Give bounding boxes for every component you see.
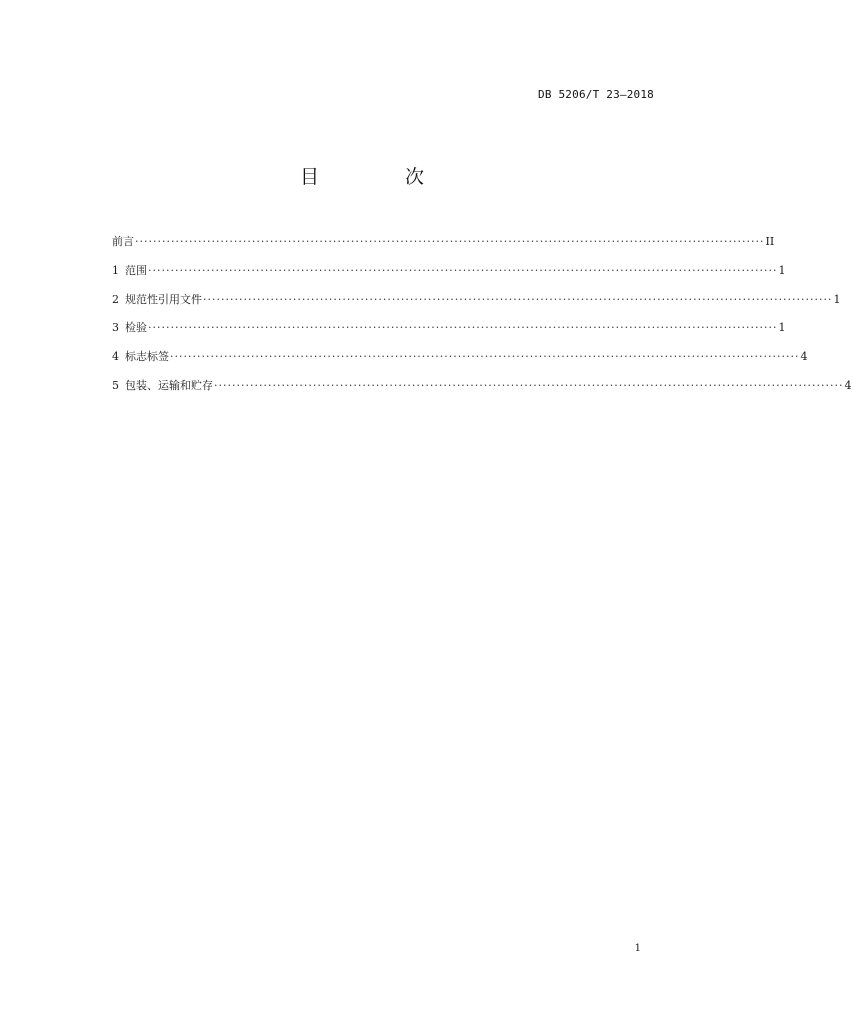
toc-entry-label — [112, 348, 169, 366]
toc-entry-scope[interactable] — [112, 262, 786, 291]
toc-entry-label — [112, 233, 134, 251]
document-code: DB 5206/T 23—2018 — [538, 88, 654, 101]
toc-entry-packaging-transport-storage[interactable] — [112, 377, 852, 406]
toc-leader-dots: ············································································································································ — [214, 378, 844, 392]
toc-section-number: 2 — [112, 292, 119, 306]
toc-page-number: 1 — [778, 321, 786, 335]
toc-entry-title: 检验 — [125, 321, 147, 335]
toc-page-number: 1 — [833, 292, 841, 306]
toc-entry-inspection[interactable] — [112, 319, 786, 348]
toc-entry-label — [112, 377, 213, 395]
toc-page-number: 4 — [800, 350, 808, 364]
toc-page-number: 4 — [844, 378, 852, 392]
toc-section-number: 4 — [112, 350, 119, 364]
toc-entry-label — [112, 291, 202, 309]
toc-section-number: 1 — [112, 263, 119, 277]
toc-entry-marking-labeling[interactable] — [112, 348, 808, 377]
toc-entry-title: 包装、运输和贮存 — [125, 378, 213, 392]
toc-section-number: 3 — [112, 321, 119, 335]
page-title: 目 次 — [299, 166, 465, 188]
toc-leader-dots: ············································································································································ — [148, 321, 778, 335]
toc-entry-label — [112, 262, 147, 280]
toc-page-number: II — [765, 235, 775, 248]
toc-entry-title: 前言 — [112, 235, 134, 248]
footer-page-number: 1 — [634, 943, 641, 954]
toc-page-number: 1 — [778, 263, 786, 277]
toc-entry-normative-references[interactable] — [112, 291, 841, 320]
toc-section-number: 5 — [112, 378, 119, 392]
toc-entry-title: 规范性引用文件 — [125, 292, 202, 306]
toc-leader-dots: ············································································································································ — [148, 263, 778, 277]
toc-leader-dots: ············································································································································ — [135, 235, 765, 248]
toc-entry-foreword[interactable] — [112, 233, 775, 262]
toc-leader-dots: ············································································································································ — [203, 292, 833, 306]
toc-leader-dots: ············································································································································ — [170, 350, 800, 364]
toc-entry-label — [112, 319, 147, 337]
toc-entry-title: 范围 — [125, 263, 147, 277]
toc-entry-title: 标志标签 — [125, 350, 169, 364]
table-of-contents — [112, 233, 852, 406]
